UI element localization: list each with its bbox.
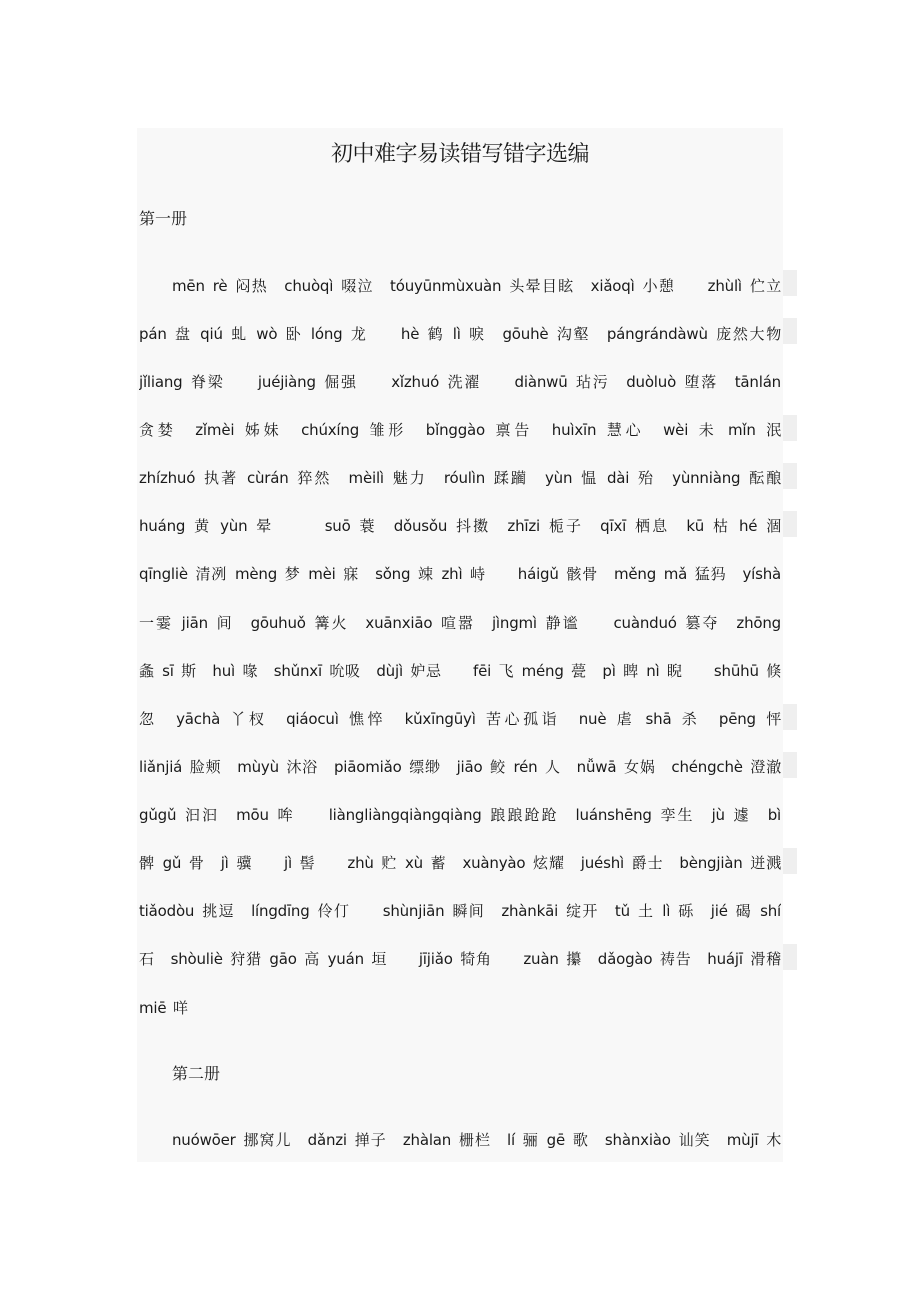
text-line: miē 咩 (139, 999, 188, 1017)
text-line: liǎnjiá 脸颊 mùyù 沐浴 piāomiǎo 缥缈 jiāo 鲛 rén 人 nǚwā 女娲 chéngchè 澄澈 (139, 758, 781, 776)
section-heading-volume-1: 第一册 (139, 209, 188, 228)
section-heading-volume-2: 第二册 (172, 1064, 221, 1083)
margin-mark (783, 752, 797, 778)
text-line: 一霎 jiān 间 gōuhuǒ 篝火 xuānxiāo 喧嚣 jìngmì 静谧 cuànduó 篡夺 zhōng (139, 614, 781, 632)
margin-mark (783, 463, 797, 489)
margin-mark (783, 511, 797, 537)
margin-mark (783, 318, 797, 344)
text-line: mēn rè 闷热 chuòqì 啜泣 tóuyūnmùxuàn 头晕目眩 xiǎoqì 小憩 zhùlì 伫立 (172, 277, 781, 295)
text-line: 髀 gǔ 骨 jì 骥 jì 髻 zhù 贮 xù 蓄 xuànyào 炫耀 juéshì 爵士 bèngjiàn 迸溅 (139, 854, 781, 872)
text-line: qīngliè 清冽 mèng 梦 mèi 寐 sǒng 竦 zhì 峙 háigǔ 骸骨 měng mǎ 猛犸 yíshà (139, 565, 781, 583)
text-line: huáng 黄 yùn 晕 suō 蓑 dǒusǒu 抖擞 zhīzi 栀子 qīxī 栖息 kū 枯 hé 涸 (139, 517, 781, 535)
text-line: tiǎodòu 挑逗 língdīng 伶仃 shùnjiān 瞬间 zhànkāi 绽开 tǔ 土 lì 砾 jié 碣 shí (139, 902, 781, 920)
text-line: nuówōer 挪窝儿 dǎnzi 掸子 zhàlan 栅栏 lí 骊 gē 歌 shànxiào 讪笑 mùjī 木 (172, 1131, 781, 1149)
document-title: 初中难字易读错写错字选编 (330, 142, 589, 167)
text-line: 螽 sī 斯 huì 喙 shǔnxī 吮吸 dùjì 妒忌 fēi 飞 méng 甍 pì 睥 nì 睨 shūhū 倏 (139, 662, 781, 680)
margin-mark (783, 944, 797, 970)
margin-mark (783, 704, 797, 730)
margin-mark (783, 415, 797, 441)
text-line: 石 shòuliè 狩猎 gāo 高 yuán 垣 jījiǎo 犄角 zuàn 攥 dǎogào 祷告 huájī 滑稽 (139, 950, 781, 968)
margin-mark (783, 270, 797, 296)
margin-mark (783, 848, 797, 874)
text-line: gǔgǔ 汩汩 mōu 哞 liàngliàngqiàngqiàng 踉踉跄跄 luánshēng 孪生 jù 遽 bì (139, 806, 781, 824)
text-line: 忽 yāchà 丫杈 qiáocuì 憔悴 kǔxīngūyì 苦心孤诣 nuè 虐 shā 杀 pēng 怦 (139, 710, 781, 728)
text-line: 贪婪 zǐmèi 姊妹 chúxíng 雏形 bǐnggào 禀告 huìxīn 慧心 wèi 未 mǐn 泯 (139, 421, 781, 439)
document-page (137, 128, 783, 1162)
text-line: zhízhuó 执著 cùrán 猝然 mèilì 魅力 róulìn 蹂躏 yùn 愠 dài 殆 yùnniàng 酝酿 (139, 469, 781, 487)
text-line: jǐliang 脊梁 juéjiàng 倔强 xǐzhuó 洗濯 diànwū 玷污 duòluò 堕落 tānlán (139, 373, 781, 391)
text-line: pán 盘 qiú 虬 wò 卧 lóng 龙 hè 鹤 lì 唳 gōuhè 沟壑 pángrándàwù 庞然大物 (139, 325, 781, 343)
